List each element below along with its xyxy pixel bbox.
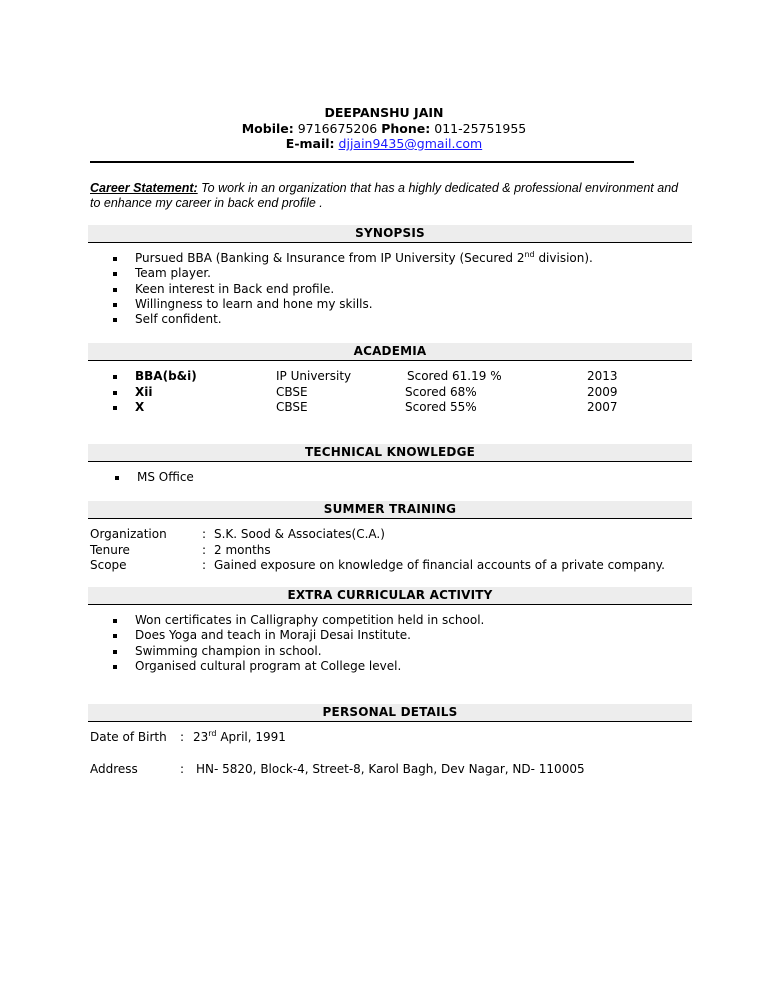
mobile-label: Mobile: xyxy=(241,121,294,136)
email-link[interactable]: djjain9435@gmail.com xyxy=(338,136,483,151)
list-item: Self confident. xyxy=(113,312,673,327)
bullet xyxy=(113,375,117,379)
field-separator: : xyxy=(180,730,185,744)
list-item: Does Yoga and teach in Moraji Desai Institute. xyxy=(113,628,673,643)
section-title: SUMMER TRAINING xyxy=(323,502,457,516)
section-header-synopsis xyxy=(88,225,692,243)
contact-line xyxy=(0,121,768,136)
header-divider xyxy=(90,161,634,163)
course-name: BBA(b&i) xyxy=(135,369,197,383)
section-header-training xyxy=(88,501,692,519)
field-value: HN- 5820, Block-4, Street-8, Karol Bagh, Dev Nagar, ND- 110005 xyxy=(196,762,585,776)
career-statement xyxy=(90,181,690,211)
field-value: Gained exposure on knowledge of financial accounts of a private company. xyxy=(214,558,665,572)
list-item: Organised cultural program at College level. xyxy=(113,659,673,674)
score: Scored 68% xyxy=(405,384,477,399)
personal-details xyxy=(90,730,690,780)
email-label: E-mail: xyxy=(285,136,335,151)
course-name: Xii xyxy=(135,384,153,399)
board-name: CBSE xyxy=(276,400,308,414)
list-item: Team player. xyxy=(113,266,673,281)
year: 2007 xyxy=(587,400,618,414)
year: 2009 xyxy=(587,384,618,399)
section-header-personal xyxy=(88,704,692,722)
list-item: MS Office xyxy=(115,470,415,485)
field-label: Tenure xyxy=(90,542,130,557)
board-name: IP University xyxy=(276,369,352,383)
section-title: TECHNICAL KNOWLEDGE xyxy=(304,445,476,459)
score: Scored 61.19 % xyxy=(407,369,502,383)
career-statement-text: To work in an organization that has a highly dedicated & professional environment and to enhance my career in back end profile . xyxy=(90,181,679,210)
section-header-extra-curricular xyxy=(88,587,692,605)
section-title: SYNOPSIS xyxy=(355,226,425,240)
field-separator: : xyxy=(202,527,207,541)
training-details xyxy=(90,527,690,575)
section-title: PERSONAL DETAILS xyxy=(322,705,458,719)
email-line xyxy=(0,136,768,151)
field-value: S.K. Sood & Associates(C.A.) xyxy=(214,527,385,541)
field-label: Scope xyxy=(90,558,127,572)
field-separator: : xyxy=(180,762,185,776)
score: Scored 55% xyxy=(405,400,477,414)
extra-curricular-list xyxy=(113,613,673,674)
board-name: CBSE xyxy=(276,384,308,399)
mobile-number: 9716675206 xyxy=(297,121,378,136)
career-statement-label: Career Statement: xyxy=(90,181,198,195)
phone-label: Phone: xyxy=(381,121,431,136)
technical-list xyxy=(115,470,415,485)
bullet xyxy=(113,391,117,395)
field-label: Address xyxy=(90,762,138,776)
phone-number: 011-25751955 xyxy=(434,121,527,136)
synopsis-list xyxy=(113,251,673,327)
field-separator: : xyxy=(202,542,207,557)
bullet xyxy=(113,406,117,410)
field-label: Date of Birth xyxy=(90,730,167,744)
academia-table xyxy=(113,369,673,417)
candidate-name: DEEPANSHU JAIN xyxy=(324,105,444,120)
field-value: 2 months xyxy=(214,542,271,557)
section-title: ACADEMIA xyxy=(353,344,427,358)
list-item: Won certificates in Calligraphy competition held in school. xyxy=(113,613,673,628)
section-title: EXTRA CURRICULAR ACTIVITY xyxy=(287,588,493,602)
list-item: Keen interest in Back end profile. xyxy=(113,282,673,297)
list-item: Willingness to learn and hone my skills. xyxy=(113,297,673,312)
section-header-academia xyxy=(88,343,692,361)
list-item: Swimming champion in school. xyxy=(113,644,673,659)
section-header-technical xyxy=(88,444,692,462)
list-item: Pursued BBA (Banking & Insurance from IP University (Secured 2nd division). xyxy=(113,251,673,266)
field-label: Organization xyxy=(90,527,167,541)
year: 2013 xyxy=(587,369,618,383)
course-name: X xyxy=(135,400,145,414)
field-separator: : xyxy=(202,558,207,572)
field-value: 23rd April, 1991 xyxy=(193,729,286,744)
